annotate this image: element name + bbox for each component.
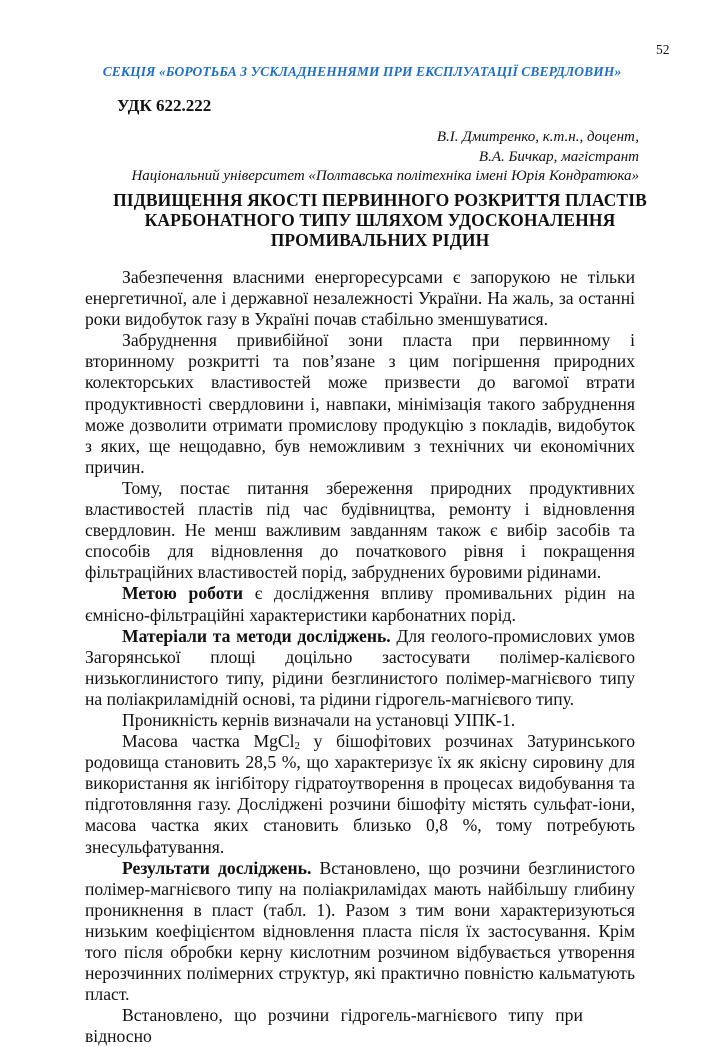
paragraph-lead: Результати досліджень.: [122, 857, 312, 878]
paragraph-text: Для геолого-промислових умов Загорянської площі доцільно застосувати полімер-калієвого низькоглинистого типу, рідини безглинистого полімер-магнієвого типу на поліакриламідній основі, та рідини гідрогель-магнієвого типу.: [85, 625, 635, 709]
formula-subscript: 2: [294, 740, 301, 753]
paragraph-text: Проникність кернів визначали на установці УІПК-1.: [122, 709, 516, 730]
title-line: ПІДВИЩЕННЯ ЯКОСТІ ПЕРВИННОГО РОЗКРИТТЯ ПЛАСТІВ: [113, 190, 647, 210]
paragraph-lead: Метою роботи: [122, 583, 244, 604]
paragraph-aim: [85, 583, 635, 625]
paragraph-text: Забруднення привибійної зони пласта при первинному і вторинному розкритті та пов’язане з цим погіршення природних колекторських властивостей може призвести до вагомої втрати продуктивності свердловини і, навпаки, мінімізація такого забруднення може дозволити отримати промислову продукцію з покладів, видобуток з яких, ще нещодавно, був неможливим з технічних чи економічних причин.: [85, 330, 635, 477]
article-title: [100, 190, 660, 250]
paragraph-text: Встановлено, що розчини гідрогель-магнієвого типу при відносно: [85, 1005, 583, 1047]
paragraph-text: Забезпечення власними енергоресурсами є запорукою не тільки енергетичної, але і державної незалежності України. На жаль, за останні роки видобуток газу в Україні почав стабільно зменшуватися.: [85, 267, 635, 330]
paragraph-text: є дослідження впливу промивальних рідин на ємнісно-фільтраційні характеристики карбонатних порід.: [85, 583, 635, 625]
paragraph-lead: Матеріали та методи досліджень.: [122, 625, 391, 646]
udk-code: УДК 622.222: [117, 96, 212, 115]
section-header: СЕКЦІЯ «БОРОТЬБА З УСКЛАДНЕННЯМИ ПРИ ЕКСПЛУАТАЦІЇ СВЕРДЛОВИН»: [102, 64, 622, 79]
paragraph: [85, 478, 635, 583]
paragraph: [85, 330, 635, 478]
author-1: В.І. Дмитренко, к.т.н., доцент,: [436, 129, 639, 145]
paragraph-mgcl2: [85, 731, 635, 858]
paragraph: [85, 710, 635, 731]
paragraph: [85, 267, 635, 330]
article-body: [85, 267, 635, 1047]
page-number: 52: [656, 42, 670, 57]
paragraph-materials: [85, 626, 635, 710]
paragraph-text: Тому, постає питання збереження природних продуктивних властивостей пластів під час будівництва, ремонту і відновлення свердловин. Не менш важливим завданням також є вибір засобів та способів для відновлення до початкового рівня і покращення фільтраційних властивостей порід, забруднених буровими рідинами.: [85, 477, 635, 583]
paragraph-text: Встановлено, що розчини безглинистого полімер-магнієвого типу на поліакриламідах мають найбільшу глибину проникнення в пласт (табл. 1). Разом з тим вони характеризуються низьким коефіцієнтом відновлення пласта після їх застосування. Крім того після обробки керну кислотним розчином відбувається утворення нерозчинних полімерних структур, які практично повністю кальматують пласт.: [85, 857, 635, 1005]
paragraph-text: у бішофітових розчинах Затуринського родовища становить 28,5 %, що характеризує їх як якісну сировину для використання як інгібітору гідратоутворення в процесах видобування та підготовляння газу. Досліджені розчини бішофіту містять сульфат-іони, масова частка яких становить близько 0,8 %, тому потребують знесульфатування.: [85, 731, 635, 857]
formula-text: Масова частка MgCl: [122, 731, 295, 752]
authors-block: [131, 128, 639, 187]
paragraph-results: [85, 858, 635, 1006]
title-line: КАРБОНАТНОГО ТИПУ ШЛЯХОМ УДОСКОНАЛЕННЯ: [144, 210, 616, 230]
author-2: В.А. Бичкар, магістрант: [478, 148, 639, 165]
affiliation: Національний університет «Полтавська політехніка імені Юрія Кондратюка»: [131, 168, 639, 184]
title-line: ПРОМИВАЛЬНИХ РІДИН: [270, 230, 490, 250]
paragraph: [85, 1005, 635, 1047]
